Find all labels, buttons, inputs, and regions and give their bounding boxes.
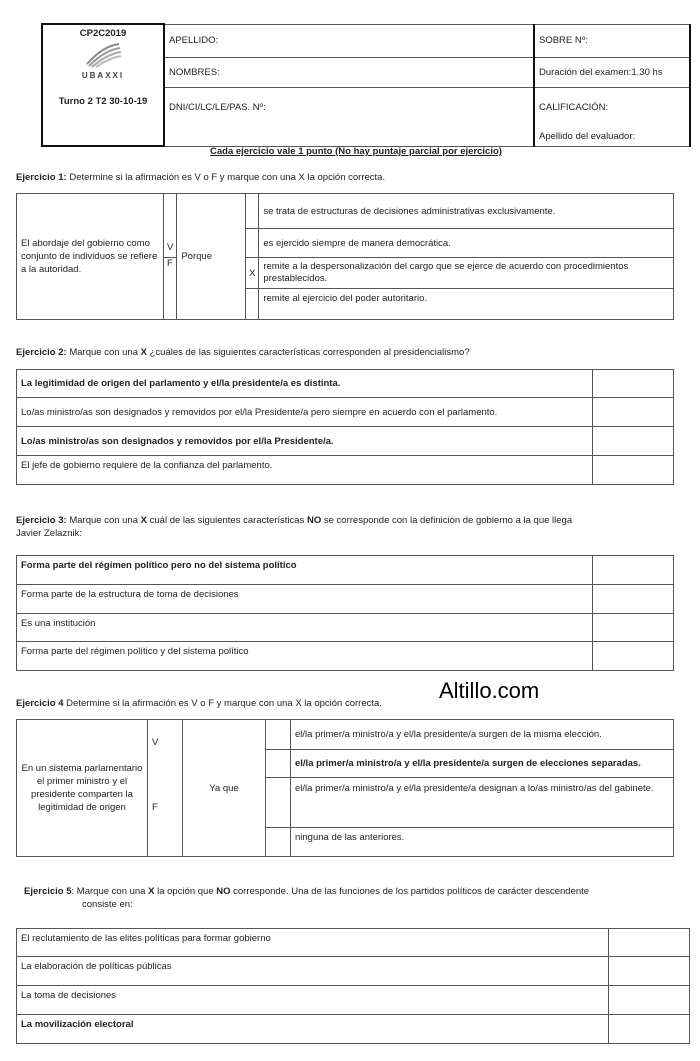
ex3-row-0: Forma parte del régimen político pero no del sistema político bbox=[17, 556, 593, 585]
exam-header bbox=[41, 23, 691, 147]
ex2-answer-1[interactable] bbox=[593, 398, 674, 427]
ex3-row-3: Forma parte del régimen político y del sistema político bbox=[17, 642, 593, 671]
ex5-instruction-mid: la opción que bbox=[154, 886, 217, 897]
ex1-mark-2[interactable]: X bbox=[246, 258, 259, 289]
ex3-table bbox=[16, 555, 674, 671]
ex5-answer-2[interactable] bbox=[609, 986, 690, 1015]
ex3-row-1: Forma parte de la estructura de toma de decisiones bbox=[17, 585, 593, 614]
ex2-row-0: La legitimidad de origen del parlamento y el/la presidente/a es distinta. bbox=[17, 370, 593, 398]
ex1-connector: Porque bbox=[177, 194, 246, 320]
ex3-answer-3[interactable] bbox=[593, 642, 674, 671]
ex5-number: Ejercicio 5 bbox=[24, 886, 72, 897]
ex1-option-1: es ejercido siempre de manera democrática. bbox=[259, 229, 674, 258]
ex1-v-option[interactable]: V bbox=[164, 194, 177, 258]
ex1-instruction: Determine si la afirmación es V o F y marque con una X la opción correcta. bbox=[66, 172, 386, 183]
ex5-no: NO bbox=[216, 886, 231, 897]
ex4-f-option[interactable]: F bbox=[148, 778, 183, 857]
ex4-option-0: el/la primer/a ministro/a y el/la presidente/a surgen de la misma elección. bbox=[291, 720, 674, 750]
ex4-option-1: el/la primer/a ministro/a y el/la presidente/a surgen de elecciones separadas. bbox=[291, 750, 674, 778]
ex3-instruction-post: se corresponde con la definición de gobierno a la que llega bbox=[321, 515, 573, 526]
ex1-mark-3[interactable] bbox=[246, 289, 259, 320]
calificacion-label: CALIFICACIÓN: bbox=[539, 101, 609, 113]
ex5-row-0: El reclutamiento de las elites políticas para formar gobierno bbox=[17, 929, 609, 957]
turno-label: Turno 2 T2 30-10-19 bbox=[58, 96, 148, 107]
ex5-table bbox=[16, 928, 690, 1044]
ubaxxi-logo-icon bbox=[83, 42, 123, 68]
ex4-heading bbox=[16, 697, 382, 710]
ex4-mark-3[interactable] bbox=[266, 828, 291, 857]
ex2-number: Ejercicio 2: bbox=[16, 347, 67, 358]
sobre-field[interactable]: SOBRE Nº: bbox=[534, 24, 690, 57]
ex2-x: X bbox=[140, 347, 147, 358]
ex5-instruction-pre: : Marque con una bbox=[71, 886, 149, 897]
ex3-no: NO bbox=[306, 515, 322, 526]
ex3-instruction-pre: Marque con una bbox=[66, 515, 141, 526]
ex1-table bbox=[16, 193, 674, 320]
ex5-instruction-post: corresponde. Una de las funciones de los partidos políticos de carácter descendente bbox=[230, 886, 590, 897]
ex1-statement: El abordaje del gobierno como conjunto de individuos se refiere a la autoridad. bbox=[17, 194, 164, 320]
ex4-connector: Ya que bbox=[183, 720, 266, 857]
ex3-instruction-line2: Javier Zelaznik: bbox=[16, 528, 82, 539]
ex1-heading bbox=[16, 171, 385, 184]
ex4-statement: En un sistema parlamentario el primer ministro y el presidente comparten la legitimidad de origen bbox=[17, 720, 148, 857]
ex2-heading bbox=[16, 346, 470, 359]
ex1-mark-0[interactable] bbox=[246, 194, 259, 229]
logo-text: UBAXXI bbox=[81, 71, 125, 80]
ex2-answer-2[interactable] bbox=[593, 427, 674, 456]
ex5-row-1: La elaboración de políticas públicas bbox=[17, 957, 609, 986]
ex1-f-option[interactable]: F bbox=[164, 258, 177, 320]
ex1-number: Ejercicio 1: bbox=[16, 172, 67, 183]
ex5-answer-0[interactable] bbox=[609, 929, 690, 957]
dni-field[interactable]: DNI/CI/LC/LE/PAS. Nº: bbox=[164, 87, 534, 146]
ex4-number: Ejercicio 4 bbox=[16, 698, 64, 709]
ex2-answer-0[interactable] bbox=[593, 370, 674, 398]
apellido-field[interactable]: APELLIDO: bbox=[164, 24, 534, 57]
ex4-mark-1[interactable] bbox=[266, 750, 291, 778]
header-logo-cell bbox=[42, 24, 164, 146]
ex3-instruction-mid: cuál de las siguientes características bbox=[146, 515, 307, 526]
ex4-mark-0[interactable] bbox=[266, 720, 291, 750]
ex1-option-2: remite a la despersonalización del cargo que se ejerce de acuerdo con procedimientos prestablecidos. bbox=[259, 258, 674, 289]
altillo-watermark: Altillo.com bbox=[439, 678, 540, 703]
ex1-option-0: se trata de estructuras de decisiones administrativas exclusivamente. bbox=[259, 194, 674, 229]
ex2-answer-3[interactable] bbox=[593, 456, 674, 485]
ex5-row-2: La toma de decisiones bbox=[17, 986, 609, 1015]
ex2-row-2: Lo/as ministro/as son designados y removidos por el/la Presidente/a. bbox=[17, 427, 593, 456]
ex1-mark-1[interactable] bbox=[246, 229, 259, 258]
ex3-x: X bbox=[140, 515, 147, 526]
ex3-row-2: Es una institución bbox=[17, 614, 593, 642]
ex5-heading bbox=[24, 885, 684, 911]
ex2-row-1: Lo/as ministro/as son designados y removidos por el/la Presidente/a pero siempre en acuerdo con el parlamento. bbox=[17, 398, 593, 427]
ex2-row-3: El jefe de gobierno requiere de la confianza del parlamento. bbox=[17, 456, 593, 485]
ex4-mark-2[interactable] bbox=[266, 778, 291, 828]
ex2-table bbox=[16, 369, 674, 485]
exam-code: CP2C2019 bbox=[79, 28, 127, 39]
calificacion-cell bbox=[534, 87, 690, 146]
ex5-x: X bbox=[148, 886, 155, 897]
ex4-table bbox=[16, 719, 674, 857]
ex3-answer-2[interactable] bbox=[593, 614, 674, 642]
ex2-instruction-post: ¿cuáles de las siguientes características corresponden al presidencialismo? bbox=[146, 347, 470, 358]
ex5-row-3: La movilización electoral bbox=[17, 1015, 609, 1044]
ex5-answer-3[interactable] bbox=[609, 1015, 690, 1044]
nombres-field[interactable]: NOMBRES: bbox=[164, 57, 534, 87]
duracion-label: Duración del examen:1.30 hs bbox=[534, 57, 690, 87]
ex4-instruction: Determine si la afirmación es V o F y marque con una X la opción correcta. bbox=[63, 698, 382, 709]
evaluador-label: Apellido del evaluador: bbox=[539, 130, 636, 142]
ex3-heading bbox=[16, 514, 676, 540]
ex3-number: Ejercicio 3: bbox=[16, 515, 67, 526]
ex1-option-3: remite al ejercicio del poder autoritario. bbox=[259, 289, 674, 320]
ex5-answer-1[interactable] bbox=[609, 957, 690, 986]
ex5-instruction-line2: consiste en: bbox=[82, 899, 133, 910]
ex2-instruction-pre: Marque con una bbox=[66, 347, 141, 358]
ex4-option-3: ninguna de las anteriores. bbox=[291, 828, 674, 857]
ex4-v-option[interactable]: V bbox=[148, 720, 183, 778]
scoring-note: Cada ejercicio vale 1 punto (No hay puntaje parcial por ejercicio) bbox=[210, 146, 502, 157]
ex4-option-2: el/la primer/a ministro/a y el/la presidente/a designan a lo/as ministro/as del gabinete. bbox=[291, 778, 674, 828]
ex3-answer-0[interactable] bbox=[593, 556, 674, 585]
ex3-answer-1[interactable] bbox=[593, 585, 674, 614]
